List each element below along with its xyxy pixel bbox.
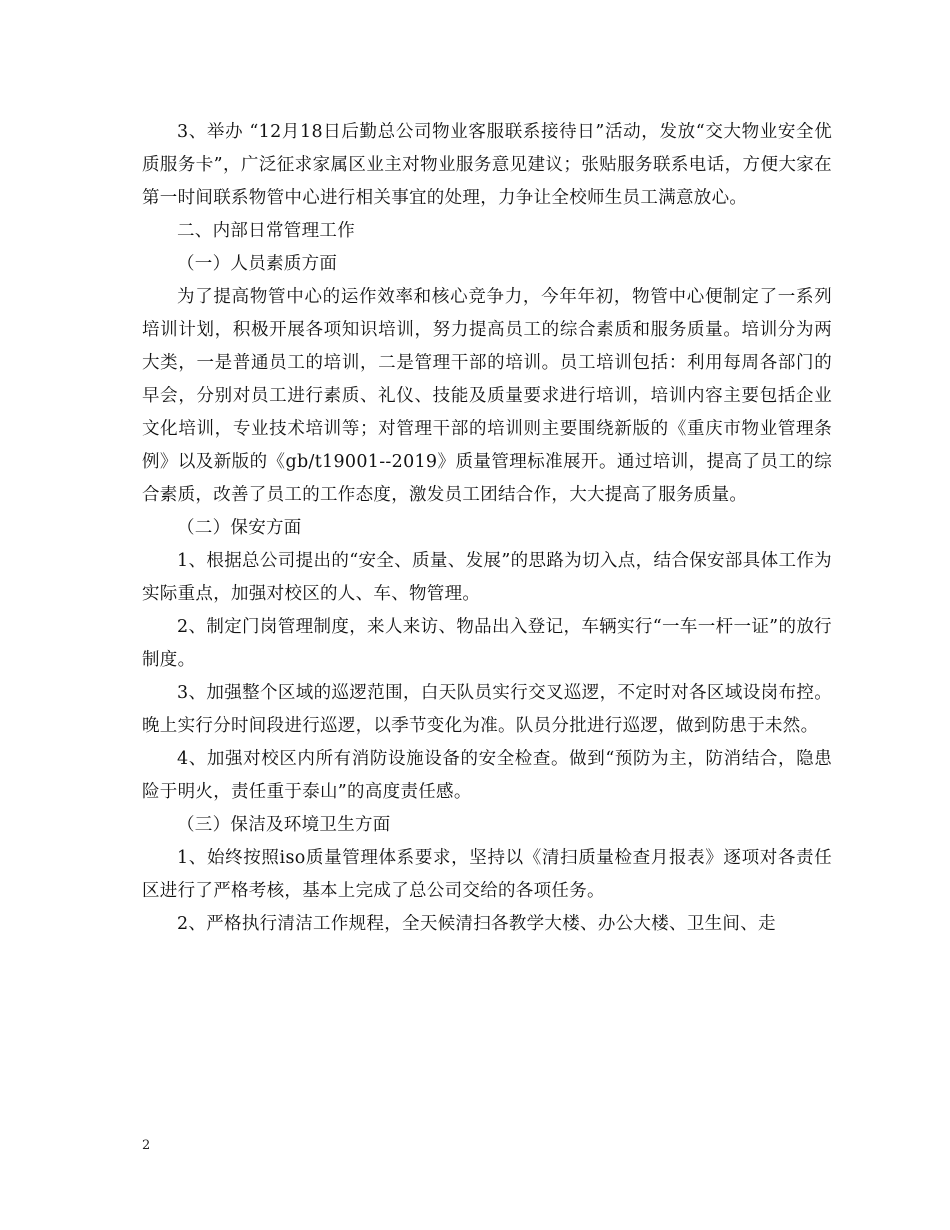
paragraph-cleaning-2: 2、严格执行清洁工作规程，全天候清扫各教学大楼、办公大楼、卫生间、走 — [177, 914, 776, 934]
subsection-heading-security: （二）保安方面 — [177, 518, 302, 538]
document-body — [142, 116, 832, 941]
paragraph-security-4: 4、加强对校区内所有消防设施设备的安全检查。做到“预防为主，防消结合，隐患险于明火，责任重于泰山”的高度责任感。 — [142, 749, 832, 802]
subsection-heading-cleaning: （三）保洁及环境卫生方面 — [177, 815, 391, 835]
page-number: 2 — [142, 1138, 151, 1153]
paragraph-security-1: 1、根据总公司提出的“安全、质量、发展”的思路为切入点，结合保安部具体工作为实际重点，加强对校区的人、车、物管理。 — [142, 551, 832, 604]
section-heading-internal-management: 二、内部日常管理工作 — [177, 221, 355, 241]
paragraph-security-2: 2、制定门岗管理制度，来人来访、物品出入登记，车辆实行“一车一杆一证”的放行制度。 — [142, 617, 832, 670]
paragraph-training: 为了提高物管中心的运作效率和核心竞争力，今年年初，物管中心便制定了一系列培训计划，积极开展各项知识培训，努力提高员工的综合素质和服务质量。培训分为两大类，一是普通员工的培训，二是管理干部的培训。员工培训包括：利用每周各部门的早会，分别对员工进行素质、礼仪、技能及质量要求进行培训，培训内容主要包括企业文化培训，专业技术培训等；对管理干部的培训则主要围绕新版的《重庆市物业管理条例》以及新版的《gb/t19001--2019》质量管理标准展开。通过培训，提高了员工的综合素质，改善了员工的工作态度，激发员工团结合作，大大提高了服务质量。 — [142, 287, 832, 505]
paragraph-cleaning-1: 1、始终按照iso质量管理体系要求，坚持以《清扫质量检查月报表》逐项对各责任区进行了严格考核，基本上完成了总公司交给的各项任务。 — [142, 848, 832, 901]
paragraph-security-3: 3、加强整个区域的巡逻范围，白天队员实行交叉巡逻，不定时对各区域设岗布控。晚上实行分时间段进行巡逻，以季节变化为准。队员分批进行巡逻，做到防患于未然。 — [142, 683, 832, 736]
subsection-heading-staff-quality: （一）人员素质方面 — [177, 254, 338, 274]
paragraph-reception-day: 3、举办 “12月18日后勤总公司物业客服联系接待日”活动，发放“交大物业安全优质服务卡”，广泛征求家属区业主对物业服务意见建议；张贴服务联系电话，方便大家在第一时间联系物管中心进行相关事宜的处理，力争让全校师生员工满意放心。 — [142, 122, 832, 208]
